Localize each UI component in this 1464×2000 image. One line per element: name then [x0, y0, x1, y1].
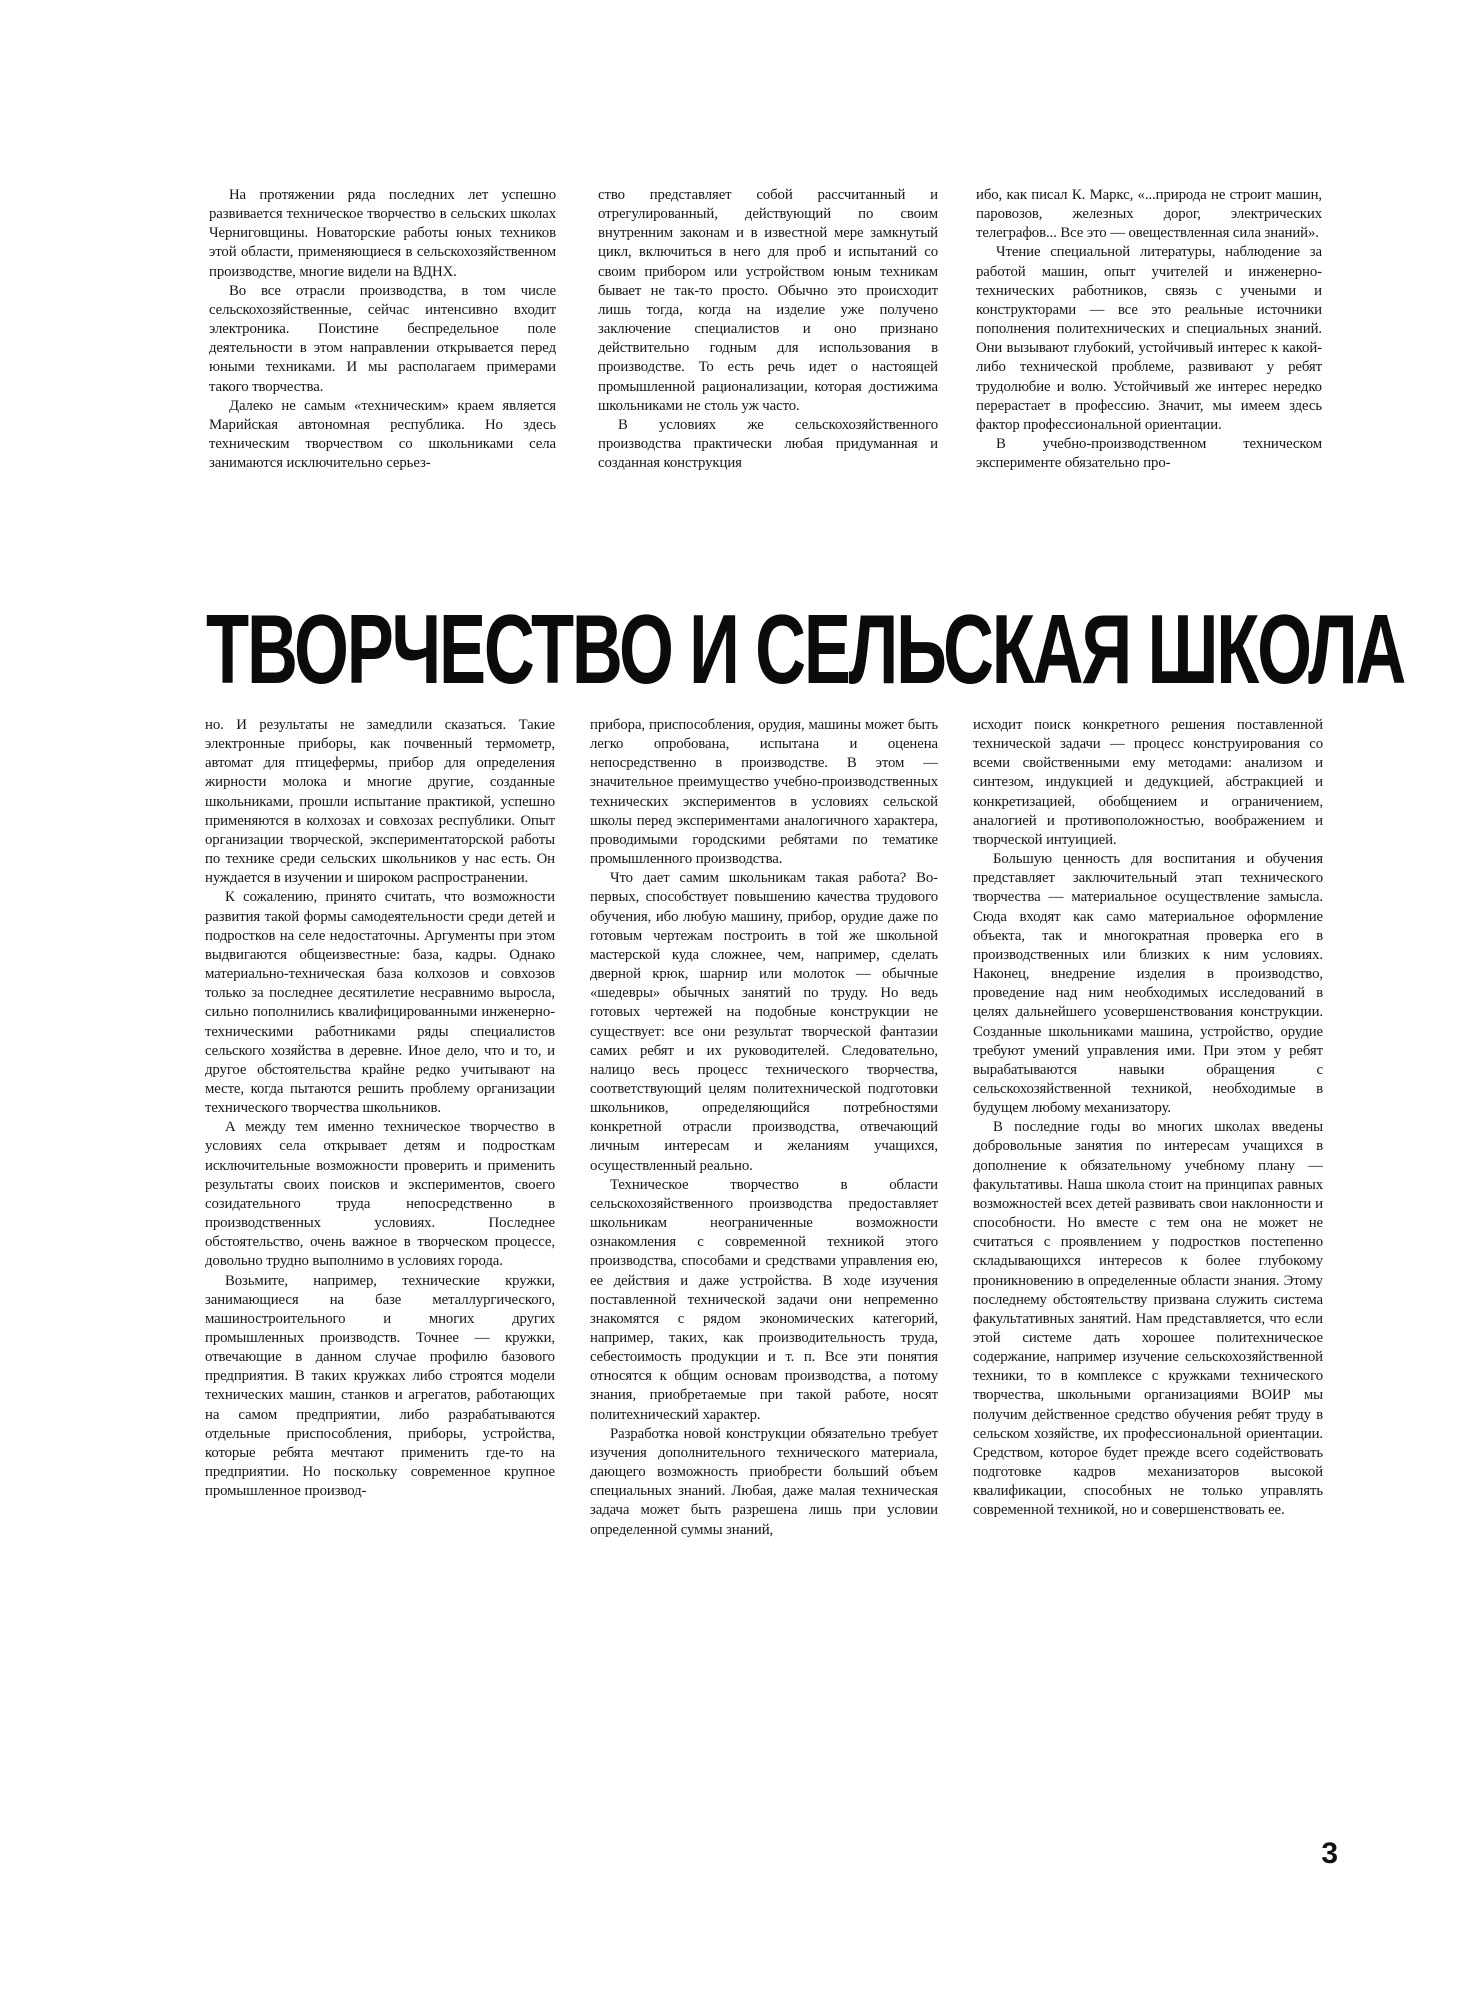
paragraph: На протяжении ряда последних лет успешно развивается техническое творчество в сельских школах Черниговщины. Новаторские работы юных техников этой области, применяющиеся в сельскохозяйственном производстве, многие видели на ВДНХ. — [209, 187, 556, 280]
paragraph: Далеко не самым «техническим» краем является Марийская автономная республика. Но здесь техническим творчеством со школьниками села занимаются исключительно серьез- — [209, 397, 556, 472]
paragraph: А между тем именно техническое творчество в условиях села открывает детям и подросткам исключительные возможности проверить и применить результаты своих поисков и экспериментов, своего созидательного труда непосредственно в производственных условиях. Последнее обстоятельство, очень важное в творческом процессе, довольно трудно выполнимо в условиях города. — [205, 1119, 555, 1270]
paragraph: Во все отрасли производства, в том числе сельскохозяйственные, сейчас интенсивно входит электроника. Поистине беспредельное поле деятельности в этом направлении открывается перед юными техниками. И мы располагаем примерами такого творчества. — [209, 282, 556, 395]
paragraph: В учебно-производственном техническом эксперименте обязательно про- — [976, 436, 1322, 472]
paragraph: Большую ценность для воспитания и обучения представляет заключительный этап технического творчества — материальное осуществление замысла. Сюда входят как само материальное оформление объекта, так и многократная проверка его в производственных или близких к ним условиях. Наконец, внедрение изделия в производство, проведение над ним необходимых исследований в целях дальнейшего усовершенствования конструкции. Созданные школьниками машина, устройство, орудие требуют умений управления ими. При этом у ребят вырабатываются навыки обращения с сельскохозяйственной техникой, необходимые в будущем любому механизатору. — [973, 851, 1323, 1117]
paragraph: Разработка новой конструкции обязательно требует изучения дополнительного технического материала, дающего возможность приобрести больший объем специальных знаний. Любая, даже малая техническая задача может быть разрешена лишь при условии определенной суммы знаний, — [590, 1425, 938, 1538]
paragraph: исходит поиск конкретного решения поставленной технической задачи — процесс конструирования со всеми свойственными ему методами: анализом и синтезом, индукцией и дедукцией, абстракцией и конкретизацией, обобщением и ограничением, аналогией и противоположностью, воображением и творческой интуицией. — [973, 717, 1323, 848]
article-column-bottom-2 — [590, 716, 938, 1848]
paragraph: Чтение специальной литературы, наблюдение за работой машин, опыт учителей и инженерно-технических работников, связь с учеными и конструкторами — все это реальные источники пополнения политехнических и специальных знаний. Они вызывают глубокий, устойчивый интерес к какой-либо технической проблеме, развивают у ребят трудолюбие и волю. Устойчивый же интерес нередко перерастает в профессию. Значит, мы имеем здесь фактор профессиональной ориентации. — [976, 244, 1322, 433]
paragraph: В последние годы во многих школах введены добровольные занятия по интересам учащихся в дополнение к обязательному учебному плану — факультативы. Наша школа стоит на принципах равных возможностей всех детей развивать свои наклонности и способности. Но вместе с тем она не может не считаться с проявлением у подростков постепенно складывающихся интересов к более глубокому проникновению в определенные области знания. Этому последнему обстоятельству призвана служить система факультативных занятий. Нам представляется, что если этой системе дать хорошее политехническое содержание, например изучение сельскохозяйственной техники, то в комплексе с кружками технического творчества, школьными организациями ВОИР мы получим действенное средство обучения ребят труду в сельском хозяйстве, их профессиональной ориентации. Средством, которое будет прежде всего содействовать подготовке кадров механизаторов высокой квалификации, способных не только управлять современной техникой, но и совершенствовать ее. — [973, 1119, 1323, 1519]
article-column-top-3 — [976, 186, 1322, 568]
paragraph: Возьмите, например, технические кружки, занимающиеся на базе металлургического, машиностроительного и многих других промышленных производств. Точнее — кружки, отвечающие в данном случае профилю базового предприятия. В таких кружках либо строятся модели технических машин, станков и агрегатов, работающих на самом предприятии, либо разрабатываются отдельные приспособления, приборы, устройства, которые ребята мечтают применить где-то на предприятии. Но поскольку современное крупное промышленное производ- — [205, 1272, 555, 1500]
paragraph: К сожалению, принято считать, что возможности развития такой формы самодеятельности среди детей и подростков на селе недостаточны. Аргументы при этом выдвигаются общеизвестные: база, кадры. Однако материально-техническая база колхозов и совхозов только за последнее десятилетие несравнимо выросла, сильно пополнились квалифицированными инженерно-техническими работниками ряды специалистов сельского хозяйства в деревне. Иное дело, что и то, и другое обстоятельства крайне редко учитывают на месте, когда пытаются решить проблему организации технического творчества школьников. — [205, 889, 555, 1117]
paragraph: В условиях же сельскохозяйственного производства практически любая придуманная и созданная конструкция — [598, 416, 938, 472]
article-title: ТВОРЧЕСТВО И СЕЛЬСКАЯ ШКОЛА — [206, 594, 1405, 704]
paragraph: Техническое творчество в области сельскохозяйственного производства предоставляет школьникам неограниченные возможности ознакомления с современной техникой этого производства, способами и средствами управления ею, ее действия и даже устройства. В ходе изучения поставленной технической задачи они непременно знакомятся с рядом экономических категорий, например, таких, как производительность труда, себестоимость продукции и т. п. Все эти понятия относятся к общим основам производства, а потому знания, приобретаемые при такой работе, носят политехнический характер. — [590, 1176, 938, 1423]
paragraph: прибора, приспособления, орудия, машины может быть легко опробована, испытана и оценена непосредственно в производстве. В этом — значительное преимущество учебно-производственных технических экспериментов в условиях сельской школы перед экспериментами аналогичного характера, проводимыми городскими ребятами по тематике промышленного производства. — [590, 717, 938, 868]
article-column-top-1 — [209, 186, 556, 568]
page-number: 3 — [1321, 1837, 1338, 1870]
article-column-bottom-1 — [205, 716, 555, 1848]
paragraph: ство представляет собой рассчитанный и отрегулированный, действующий по своим внутренним законам и в известной мере замкнутый цикл, включиться в него для проб и испытаний со своим прибором или устройством юным техникам бывает не так-то просто. Обычно это происходит лишь тогда, когда на изделие уже получено заключение специалистов и оно признано действительно годным для использования в производстве. То есть речь идет о настоящей промышленной рационализации, которая достижима школьниками не столь уж часто. — [598, 187, 938, 414]
paragraph: ибо, как писал К. Маркс, «...природа не строит машин, паровозов, железных дорог, электрических телеграфов... Все это — овеществленная сила знаний». — [976, 187, 1322, 242]
article-column-top-2 — [598, 186, 938, 568]
paragraph: Что дает самим школьникам такая работа? Во-первых, способствует повышению качества трудового обучения, ибо любую машину, прибор, орудие даже по готовым чертежам построить в той же школьной мастерской куда сложнее, чем, например, сделать дверной крюк, шарнир или молоток — обычные «шедевры» обычных занятий по труду. Но ведь готовых чертежей на подобные конструкции не существует: все они результат творческой фантазии самих ребят и их руководителей. Следовательно, налицо весь процесс технического творчества, соответствующий целям политехнической подготовки школьников, определяющийся потребностями конкретной отрасли производства, отвечающий личным интересам и желаниям учащихся, осуществленный реально. — [590, 870, 938, 1174]
paragraph: но. И результаты не замедлили сказаться. Такие электронные приборы, как почвенный термометр, автомат для птицефермы, прибор для определения жирности молока и многие другие, созданные школьниками, прошли испытание практикой, успешно применяются в колхозах и совхозах республики. Опыт организации творческой, экспериментаторской работы по технике среди сельских школьников у нас есть. Он нуждается в изучении и широком распространении. — [205, 717, 555, 887]
article-column-bottom-3 — [973, 716, 1323, 1848]
